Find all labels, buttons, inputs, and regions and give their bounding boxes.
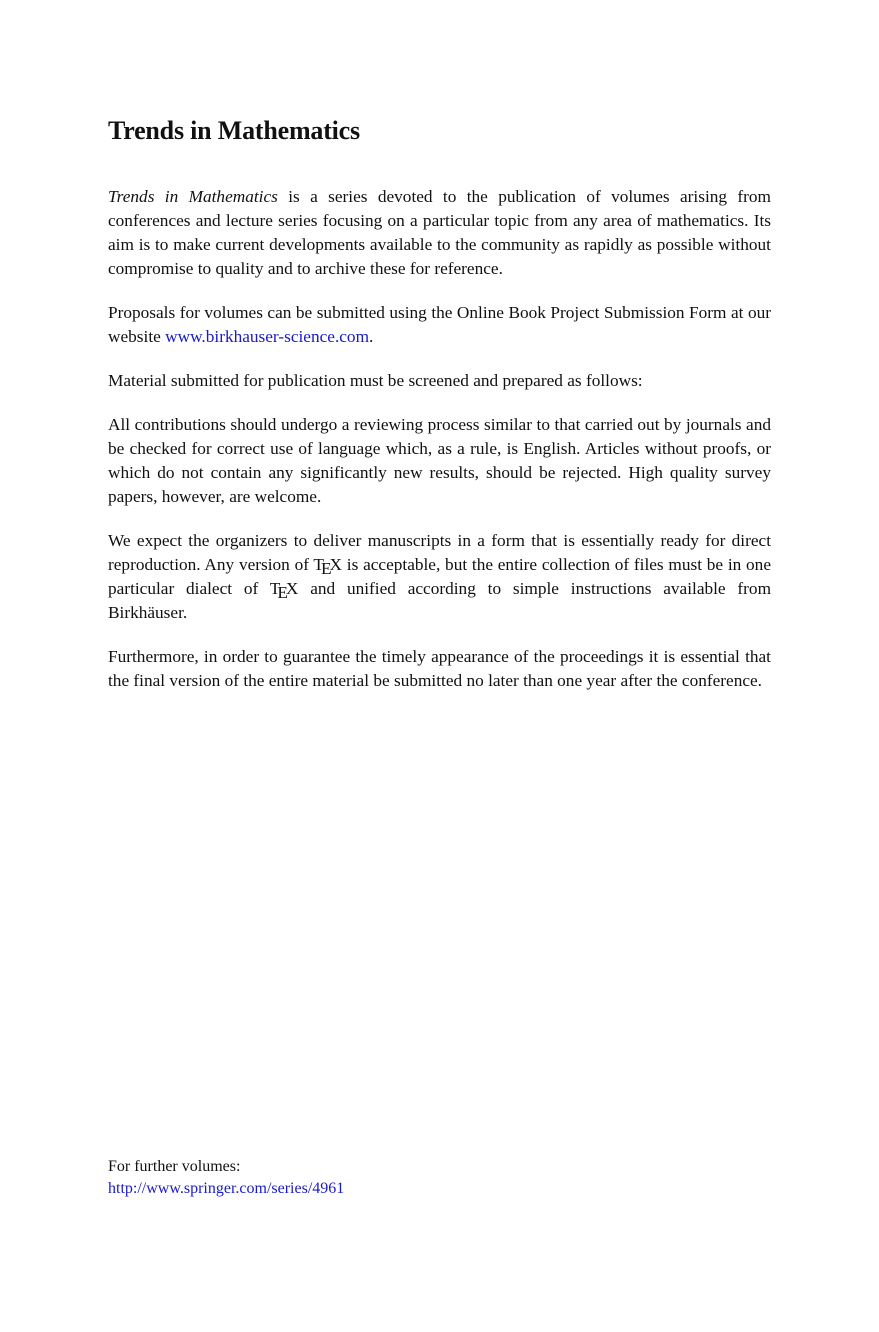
intro-paragraph [108, 185, 771, 281]
contributions-paragraph: All contributions should undergo a reviewing process similar to that carried out by journals and be checked for correct use of language which, as a rule, is English. Articles without proofs, or which do not contain any significantly new results, should be rejected. High quality survey papers, however, are welcome. [108, 415, 771, 506]
website-link[interactable]: www.birkhauser-science.com [165, 327, 370, 346]
manuscripts-text-3: and unified according to simple instructions available from Birkhäuser. [108, 579, 772, 622]
deadline-paragraph: Furthermore, in order to guarantee the timely appearance of the proceedings it is essential that the final version of the entire material be submitted no later than one year after the conference. [108, 647, 771, 690]
manuscripts-paragraph [108, 529, 771, 625]
footer [108, 1156, 344, 1200]
intro-text: is a series devoted to the publication of volumes arising from conferences and lecture series focusing on a particular topic from any area of mathematics. Its aim is to make current developments available to the community as rapidly as possible without compromise to quality and to archive these for reference. [108, 187, 771, 278]
tex-logo: TEX [313, 555, 343, 578]
material-paragraph: Material submitted for publication must be screened and prepared as follows: [108, 371, 643, 390]
proposals-text-end: . [369, 327, 374, 346]
series-name: Trends in Mathematics [108, 187, 278, 206]
tex-logo: TEX [269, 579, 299, 602]
footer-label: For further volumes: [108, 1158, 241, 1175]
page-title: Trends in Mathematics [108, 116, 360, 145]
proposals-text: Proposals for volumes can be submitted using the Online Book Project Submission Form at our website [108, 303, 771, 346]
series-link[interactable]: http://www.springer.com/series/4961 [108, 1180, 345, 1197]
manuscripts-text-1: We expect the organizers to deliver manuscripts in a form that is essentially ready for direct reproduction. Any version of [108, 531, 771, 574]
proposals-paragraph [108, 301, 771, 349]
manuscripts-text-2: is acceptable, but the entire collection of files must be in one particular dialect of [108, 555, 771, 598]
